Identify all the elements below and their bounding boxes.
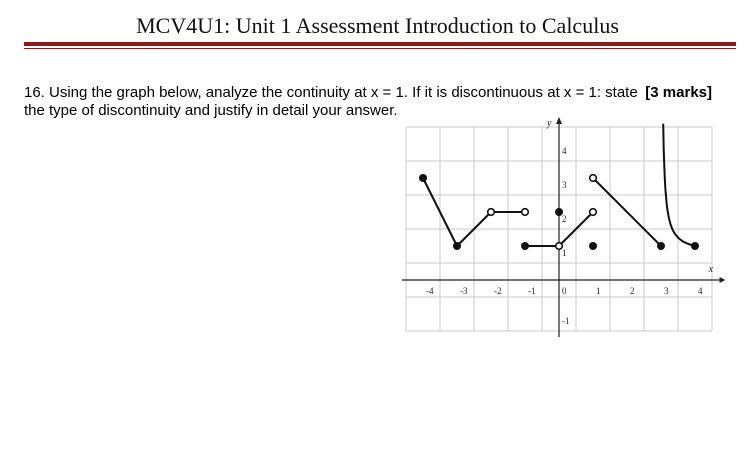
y-tick-label: 3 (562, 180, 567, 190)
x-tick-label: 0 (562, 286, 567, 296)
x-tick-label: 4 (698, 286, 703, 296)
x-tick-label: 3 (664, 286, 669, 296)
x-axis-label: x (708, 264, 714, 275)
open-point (522, 209, 529, 216)
question-text: 16. Using the graph below, analyze the continuity at x = 1. If it is discontinuous at x = 1: state the type of discontinuity and justify in detail your answer. (24, 84, 638, 119)
function-graph (400, 118, 730, 340)
header-rule-thin (24, 48, 736, 49)
page-header-title: MCV4U1: Unit 1 Assessment Introduction to Calculus (136, 13, 619, 38)
question-16 (24, 84, 712, 120)
open-point (590, 209, 597, 216)
y-axis-label: y (547, 118, 552, 129)
header-rule-thick (24, 42, 736, 46)
graph-segment (593, 178, 661, 246)
open-point (590, 175, 597, 182)
question-marks: [3 marks] (645, 84, 712, 101)
y-tick-label: 2 (562, 214, 567, 224)
isolated-point (589, 242, 597, 250)
x-tick-label: -4 (426, 286, 434, 296)
open-point (488, 209, 495, 216)
x-axis-arrow (720, 277, 726, 283)
x-tick-label: -3 (460, 286, 468, 296)
closed-point (521, 242, 529, 250)
closed-point (691, 242, 699, 250)
closed-point (419, 174, 427, 182)
isolated-point (555, 208, 563, 216)
x-tick-label: 1 (596, 286, 601, 296)
closed-point (657, 242, 665, 250)
closed-point (453, 242, 461, 250)
y-tick-label: -1 (562, 316, 570, 326)
graph-curve-asymptote (663, 124, 695, 246)
x-tick-label: -1 (528, 286, 536, 296)
y-tick-label: 4 (562, 146, 567, 156)
x-tick-label: 2 (630, 286, 635, 296)
x-tick-label: -2 (494, 286, 502, 296)
y-tick-label: 1 (562, 248, 567, 258)
open-point (556, 243, 563, 250)
